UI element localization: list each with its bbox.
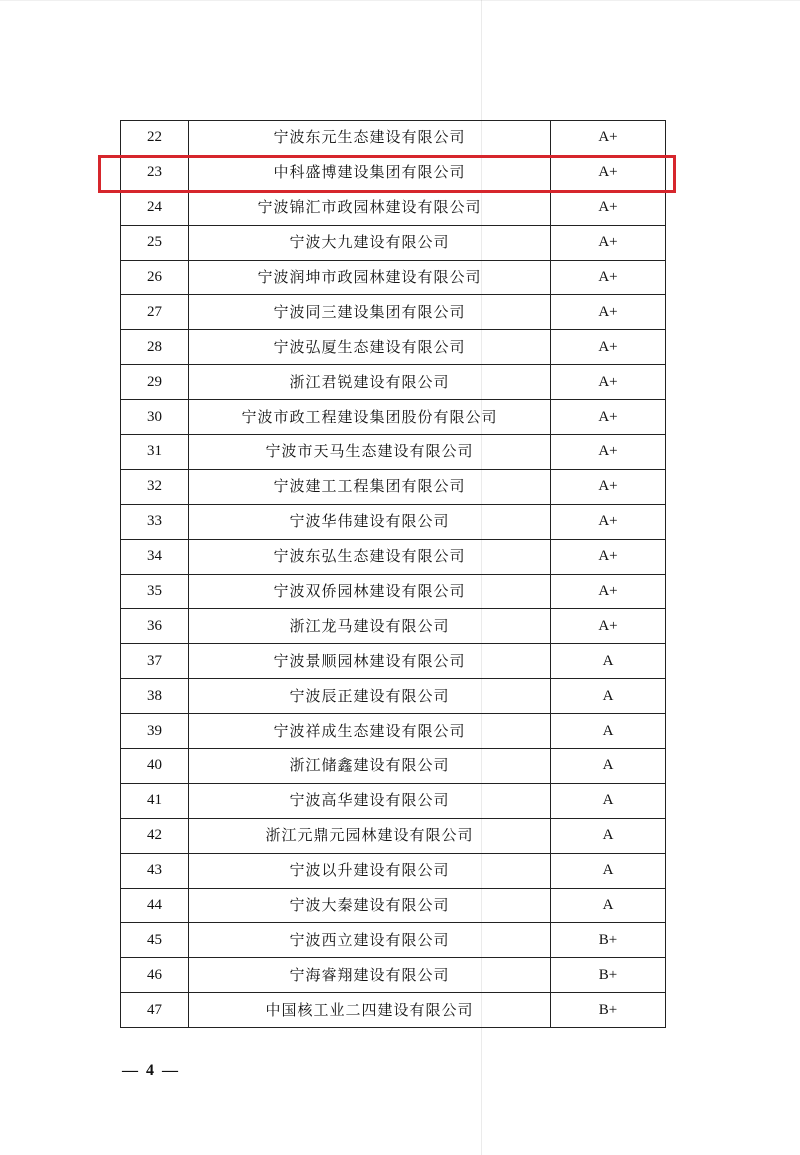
credit-grade: A+ [551,225,666,260]
company-name: 浙江龙马建设有限公司 [189,609,551,644]
row-number: 43 [121,853,189,888]
credit-grade: A+ [551,190,666,225]
row-number: 30 [121,400,189,435]
company-name: 浙江储鑫建设有限公司 [189,749,551,784]
table-row-highlighted [121,155,666,190]
company-name: 宁波华伟建设有限公司 [189,504,551,539]
row-number: 37 [121,644,189,679]
company-name: 宁波大九建设有限公司 [189,225,551,260]
table-row [121,644,666,679]
credit-grade: B+ [551,993,666,1028]
table-row [121,574,666,609]
credit-grade: A+ [551,330,666,365]
row-number: 45 [121,923,189,958]
table-row [121,609,666,644]
table-row [121,749,666,784]
row-number: 29 [121,365,189,400]
credit-grade: A+ [551,469,666,504]
credit-grade: A [551,888,666,923]
credit-grade: A [551,818,666,853]
table-row [121,853,666,888]
row-number: 44 [121,888,189,923]
row-number: 38 [121,679,189,714]
company-name: 宁波双侨园林建设有限公司 [189,574,551,609]
credit-grade: A [551,853,666,888]
table-row [121,121,666,156]
company-name: 宁波锦汇市政园林建设有限公司 [189,190,551,225]
row-number: 40 [121,749,189,784]
company-name: 宁波西立建设有限公司 [189,923,551,958]
company-name: 宁海睿翔建设有限公司 [189,958,551,993]
row-number: 27 [121,295,189,330]
company-name: 宁波市天马生态建设有限公司 [189,435,551,470]
row-number: 35 [121,574,189,609]
company-name: 宁波大秦建设有限公司 [189,888,551,923]
company-name: 宁波景顺园林建设有限公司 [189,644,551,679]
table-row [121,923,666,958]
company-name: 宁波市政工程建设集团股份有限公司 [189,400,551,435]
row-number: 32 [121,469,189,504]
row-number: 34 [121,539,189,574]
row-number: 26 [121,260,189,295]
company-name: 浙江君锐建设有限公司 [189,365,551,400]
company-name: 宁波建工工程集团有限公司 [189,469,551,504]
table-row [121,260,666,295]
credit-grade: A+ [551,504,666,539]
credit-grade: A+ [551,435,666,470]
row-number: 25 [121,225,189,260]
credit-grade: B+ [551,958,666,993]
table-row [121,365,666,400]
company-name: 宁波高华建设有限公司 [189,783,551,818]
credit-grade: A+ [551,365,666,400]
company-name: 宁波同三建设集团有限公司 [189,295,551,330]
row-number: 36 [121,609,189,644]
credit-grade: A [551,644,666,679]
row-number: 24 [121,190,189,225]
scan-top-edge [0,0,800,1]
table-row [121,190,666,225]
table-row [121,818,666,853]
company-name: 宁波以升建设有限公司 [189,853,551,888]
credit-grade: A+ [551,539,666,574]
page-number: — 4 — [122,1062,180,1079]
credit-grade: A+ [551,400,666,435]
table-body [121,121,666,1028]
credit-grade: A [551,714,666,749]
credit-grade: A [551,749,666,784]
credit-grade: A+ [551,574,666,609]
credit-grade: A [551,679,666,714]
table-row [121,888,666,923]
credit-grade: A+ [551,295,666,330]
credit-grade: A+ [551,609,666,644]
row-number: 41 [121,783,189,818]
row-number: 39 [121,714,189,749]
table-row [121,679,666,714]
row-number: 46 [121,958,189,993]
row-number: 22 [121,121,189,156]
row-number: 31 [121,435,189,470]
company-name: 宁波弘厦生态建设有限公司 [189,330,551,365]
table-row [121,714,666,749]
credit-grade: A+ [551,155,666,190]
company-name: 中国核工业二四建设有限公司 [189,993,551,1028]
table-row [121,539,666,574]
credit-grade: A [551,783,666,818]
table-row [121,400,666,435]
table-row [121,295,666,330]
table-row [121,435,666,470]
row-number: 42 [121,818,189,853]
company-name: 宁波辰正建设有限公司 [189,679,551,714]
company-name: 宁波润坤市政园林建设有限公司 [189,260,551,295]
table-row [121,958,666,993]
company-name: 宁波祥成生态建设有限公司 [189,714,551,749]
table-row [121,993,666,1028]
credit-grade: B+ [551,923,666,958]
company-name: 宁波东元生态建设有限公司 [189,121,551,156]
row-number: 28 [121,330,189,365]
credit-grade: A+ [551,121,666,156]
company-name: 浙江元鼎元园林建设有限公司 [189,818,551,853]
company-name: 中科盛博建设集团有限公司 [189,155,551,190]
credit-grade: A+ [551,260,666,295]
company-rating-table [120,120,666,1028]
company-name: 宁波东弘生态建设有限公司 [189,539,551,574]
row-number: 23 [121,155,189,190]
row-number: 33 [121,504,189,539]
table-row [121,504,666,539]
table-row [121,330,666,365]
table-row [121,469,666,504]
row-number: 47 [121,993,189,1028]
table-row [121,225,666,260]
table-row [121,783,666,818]
